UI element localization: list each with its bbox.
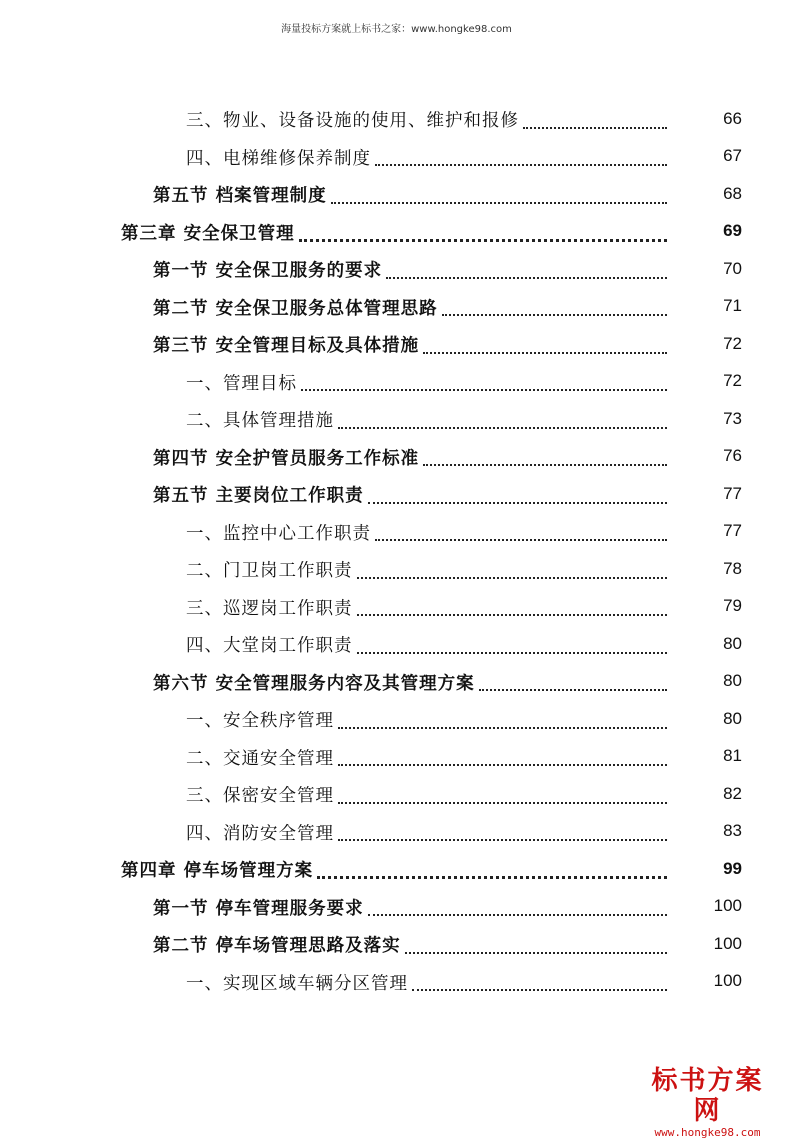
- toc-entry[interactable]: [0, 101, 793, 139]
- toc-dot-leader: [338, 786, 667, 804]
- toc-page-number: 72: [723, 333, 742, 353]
- toc-entry[interactable]: [0, 176, 793, 214]
- toc-entry[interactable]: [0, 589, 793, 627]
- toc-page-number: 76: [723, 446, 742, 466]
- toc-page-number: 72: [723, 371, 742, 391]
- toc-page-number: 69: [723, 221, 742, 241]
- toc-entry-title: 第一节 停车管理服务要求: [153, 898, 364, 919]
- toc-dot-leader: [338, 411, 667, 429]
- toc-page-number: 82: [723, 783, 742, 803]
- toc-page-number: 73: [723, 408, 742, 428]
- toc-entry[interactable]: [0, 664, 793, 702]
- toc-entry-title: 第五节 档案管理制度: [153, 186, 327, 207]
- toc-entry[interactable]: [0, 889, 793, 927]
- toc-dot-leader: [331, 186, 667, 204]
- toc-entry-title: 一、安全秩序管理: [186, 711, 334, 732]
- toc-entry-title: 一、实现区域车辆分区管理: [186, 973, 408, 994]
- toc-entry[interactable]: [0, 476, 793, 514]
- toc-page-number: 79: [723, 596, 742, 616]
- toc-entry[interactable]: [0, 926, 793, 964]
- toc-page-number: 100: [713, 933, 742, 953]
- toc-entry-title: 第一节 安全保卫服务的要求: [153, 261, 383, 282]
- toc-entry-title: 二、门卫岗工作职责: [186, 561, 353, 582]
- toc-dot-leader: [479, 673, 667, 691]
- toc-entry-title: 第四节 安全护管员服务工作标准: [153, 448, 420, 469]
- toc-entry-title: 四、大堂岗工作职责: [186, 636, 353, 657]
- toc-entry[interactable]: [0, 364, 793, 402]
- toc-dot-leader: [338, 748, 667, 766]
- toc-entry[interactable]: [0, 814, 793, 852]
- toc-entry[interactable]: [0, 701, 793, 739]
- toc-dot-leader: [338, 711, 667, 729]
- logo-url: www.hongke98.com: [654, 1126, 761, 1139]
- toc-page-number: 67: [723, 146, 742, 166]
- toc-dot-leader: [423, 448, 667, 466]
- header-note: 海量投标方案就上标书之家：www.hongke98.com: [281, 24, 512, 35]
- toc-page-number: 77: [723, 521, 742, 541]
- toc-entry-title: 第五节 主要岗位工作职责: [153, 486, 364, 507]
- toc-entry-title: 第三章 安全保卫管理: [121, 223, 295, 244]
- toc-entry-title: 三、物业、设备设施的使用、维护和报修: [186, 111, 519, 132]
- toc-dot-leader: [368, 898, 667, 916]
- logo-mark: 标书方案网: [651, 1066, 764, 1126]
- toc-page-number: 80: [723, 708, 742, 728]
- toc-entry-title: 三、保密安全管理: [186, 786, 334, 807]
- toc-page-number: 68: [723, 183, 742, 203]
- toc-entry[interactable]: [0, 401, 793, 439]
- toc-dot-leader: [405, 936, 667, 954]
- toc-dot-leader: [523, 111, 667, 129]
- toc-page-number: 83: [723, 821, 742, 841]
- toc-page-number: 99: [723, 858, 742, 878]
- toc-dot-leader: [368, 486, 667, 504]
- toc-page-number: 100: [713, 896, 742, 916]
- toc-entry[interactable]: [0, 851, 793, 889]
- toc-entry-title: 第六节 安全管理服务内容及其管理方案: [153, 673, 475, 694]
- toc-entry-title: 一、管理目标: [186, 373, 297, 394]
- toc-entry[interactable]: [0, 214, 793, 252]
- toc-entry-title: 二、具体管理措施: [186, 411, 334, 432]
- toc-page-number: 78: [723, 558, 742, 578]
- toc-page-number: 71: [723, 296, 742, 316]
- toc-dot-leader: [442, 298, 667, 316]
- toc-entry-title: 第二节 安全保卫服务总体管理思路: [153, 298, 438, 319]
- toc-entry[interactable]: [0, 139, 793, 177]
- toc-entry-title: 第二节 停车场管理思路及落实: [153, 936, 401, 957]
- toc-entry-title: 第四章 停车场管理方案: [121, 861, 314, 882]
- toc-dot-leader: [375, 148, 667, 166]
- toc-dot-leader: [299, 223, 667, 242]
- toc-dot-leader: [386, 261, 667, 279]
- toc-dot-leader: [423, 336, 667, 354]
- toc-dot-leader: [357, 561, 668, 579]
- toc-dot-leader: [412, 973, 667, 991]
- toc-entry-title: 第三节 安全管理目标及具体措施: [153, 336, 420, 357]
- toc-entry[interactable]: [0, 289, 793, 327]
- watermark-logo: [640, 1066, 775, 1140]
- toc-entry[interactable]: [0, 739, 793, 777]
- toc-entry-title: 一、监控中心工作职责: [186, 523, 371, 544]
- toc-entry-title: 三、巡逻岗工作职责: [186, 598, 353, 619]
- toc-dot-leader: [301, 373, 667, 391]
- toc-entry[interactable]: [0, 626, 793, 664]
- toc-entry[interactable]: [0, 776, 793, 814]
- toc-entry[interactable]: [0, 251, 793, 289]
- toc-page-number: 66: [723, 108, 742, 128]
- toc-entry-title: 二、交通安全管理: [186, 748, 334, 769]
- toc-entry-title: 四、电梯维修保养制度: [186, 148, 371, 169]
- toc-entry[interactable]: [0, 439, 793, 477]
- toc-page-number: 100: [713, 971, 742, 991]
- toc-page-number: 81: [723, 746, 742, 766]
- toc-entry-title: 四、消防安全管理: [186, 823, 334, 844]
- toc-entry[interactable]: [0, 326, 793, 364]
- table-of-contents: [0, 101, 793, 1001]
- toc-dot-leader: [338, 823, 667, 841]
- toc-entry[interactable]: [0, 551, 793, 589]
- toc-page-number: 70: [723, 258, 742, 278]
- toc-entry[interactable]: [0, 514, 793, 552]
- toc-dot-leader: [375, 523, 667, 541]
- toc-entry[interactable]: [0, 964, 793, 1002]
- toc-dot-leader: [357, 636, 668, 654]
- toc-dot-leader: [317, 860, 667, 879]
- toc-dot-leader: [357, 598, 668, 616]
- toc-page-number: 80: [723, 633, 742, 653]
- toc-page-number: 77: [723, 483, 742, 503]
- toc-page-number: 80: [723, 671, 742, 691]
